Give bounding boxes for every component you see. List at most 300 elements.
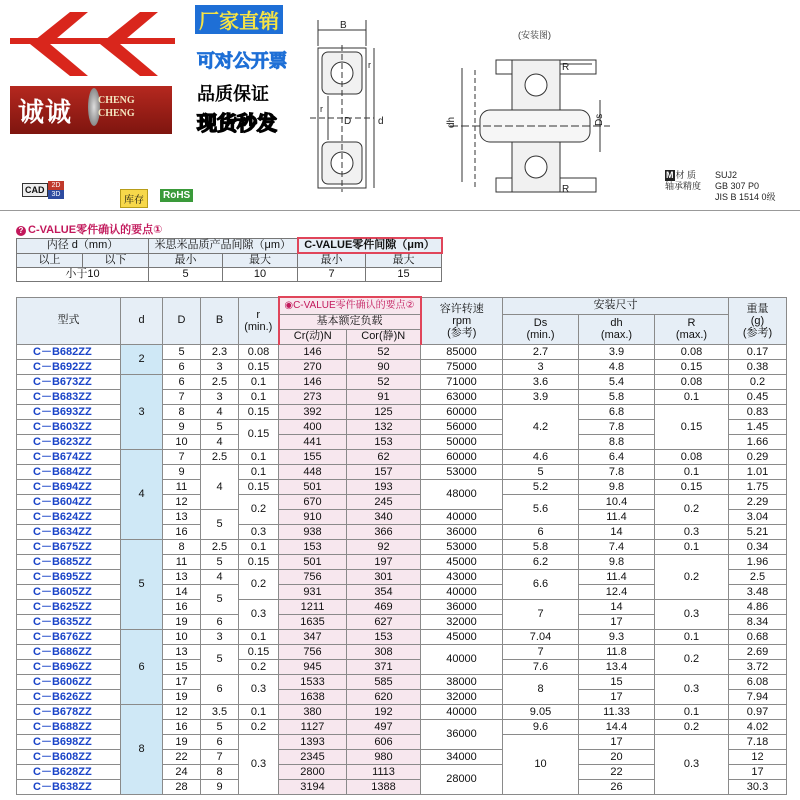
cell-d: 19 xyxy=(163,614,201,629)
cell-d: 11 xyxy=(163,479,201,494)
cell-ds: 4.2 xyxy=(503,404,579,449)
cell-b: 5 xyxy=(201,509,239,539)
cell-cr: 1393 xyxy=(279,734,347,749)
cell-w: 3.72 xyxy=(729,659,787,674)
cell-d: 16 xyxy=(163,719,201,734)
cell-r: 0.3 xyxy=(655,674,729,704)
cell-cor: 371 xyxy=(347,659,421,674)
cell-d: 19 xyxy=(163,689,201,704)
model-link[interactable]: C－B676ZZ xyxy=(17,629,121,644)
cell-rpm: 38000 xyxy=(421,674,503,689)
cell-w: 12 xyxy=(729,749,787,764)
cell-d: 5 xyxy=(121,539,163,629)
cell-cor: 62 xyxy=(347,449,421,464)
cell-r: 0.1 xyxy=(239,704,279,719)
cell-dh: 13.4 xyxy=(579,659,655,674)
cell-b: 6 xyxy=(201,674,239,704)
cell-b: 2.3 xyxy=(201,344,239,359)
cell-d: 9 xyxy=(163,464,201,479)
cell-cr: 1127 xyxy=(279,719,347,734)
model-link[interactable]: C－B684ZZ xyxy=(17,464,121,479)
cell-d: 17 xyxy=(163,674,201,689)
model-link[interactable]: C－B678ZZ xyxy=(17,704,121,719)
cell-r: 0.2 xyxy=(655,494,729,524)
cell-cr: 400 xyxy=(279,419,347,434)
cell-dh: 17 xyxy=(579,614,655,629)
cell-d: 5 xyxy=(163,344,201,359)
model-link[interactable]: C－B694ZZ xyxy=(17,479,121,494)
cell-rpm: 32000 xyxy=(421,614,503,629)
cell-rpm: 71000 xyxy=(421,374,503,389)
cell-cr: 153 xyxy=(279,539,347,554)
promo-invoice: 可对公开票 xyxy=(197,51,287,71)
cell-b: 2.5 xyxy=(201,539,239,554)
cell-w: 0.29 xyxy=(729,449,787,464)
cell-rpm: 40000 xyxy=(421,644,503,674)
cell-w: 1.66 xyxy=(729,434,787,449)
clearance-table: 内径 d（mm） 米思米品质产品间隙（μm） C-VALUE零件间隙（μm） 以上 以下 最小 最大 最小 最大 小于10 5 10 7 15 xyxy=(16,237,443,282)
cell-r: 0.2 xyxy=(239,719,279,734)
cell-r: 0.15 xyxy=(239,404,279,419)
cell-w: 4.86 xyxy=(729,599,787,614)
cell-w: 0.83 xyxy=(729,404,787,419)
cell-rpm: 34000 xyxy=(421,749,503,764)
cell-cor: 52 xyxy=(347,374,421,389)
cell-cor: 497 xyxy=(347,719,421,734)
cell-r: 0.15 xyxy=(655,359,729,374)
model-link[interactable]: C－B682ZZ xyxy=(17,344,121,359)
cell-dh: 5.4 xyxy=(579,374,655,389)
cvalue-mark-icon: ◉ xyxy=(284,300,294,312)
cell-d: 14 xyxy=(163,584,201,599)
cell-d: 2 xyxy=(121,344,163,374)
cell-d: 13 xyxy=(163,569,201,584)
cell-dh: 6.8 xyxy=(579,404,655,419)
cell-b: 5 xyxy=(201,419,239,434)
cell-b: 7 xyxy=(201,749,239,764)
cell-dh: 12.4 xyxy=(579,584,655,599)
cell-rpm: 56000 xyxy=(421,419,503,434)
cell-cor: 52 xyxy=(347,344,421,359)
brand-panel xyxy=(0,0,192,210)
cell-rpm: 36000 xyxy=(421,599,503,614)
cell-r: 0.2 xyxy=(655,719,729,734)
cell-d: 11 xyxy=(163,554,201,569)
cell-b: 2.5 xyxy=(201,449,239,464)
cell-rpm: 53000 xyxy=(421,464,503,479)
bearing-spec-table: 型式 d D B r (min.) ◉C-VALUE零件确认的要点② 容许转速 rpm (参考) 安装尺寸 重量 (g) (参考) 基本额定负载 Ds (min.) dh (max.) R (max.) Cr(动)N Cor(静)N C－B682ZZ 2 5 2.3 0.08 146 52 85000 2.7 3.9 0.08 0.17 C－B692ZZ 6 3 0.15 270 90 75000 3 4.8 0.15 0.38 C－B673ZZ 3 6 2.5 0.1 146 52 71000 3.6 5.4 0.08 0.2 C－B683ZZ 7 3 0.1 273 91 63000 3.9 5.8 0.1 0.45 C－B693ZZ 8 4 0.15 392 125 60000 4.2 6.8 0.15 0.83 C－B603ZZ 9 5 0.15 400 132 56000 7.8 1.45 C－B623ZZ 10 4 441 153 50000 8.8 1.66 C－B674ZZ 4 7 2.5 0.1 155 62 60000 4.6 6.4 0.08 0.29 C－B684ZZ 9 4 0.1 448 157 53000 5 7.8 0.1 1.01 C－B694ZZ 11 0.15 501 193 48000 5.2 9.8 0.15 1.75 C－B604ZZ 12 0.2 670 245 5.6 10.4 0.2 2.29 C－B624ZZ 13 5 910 340 40000 11.4 3.04 C－B634ZZ 16 0.3 938 366 36000 6 14 0.3 5.21 C－B675ZZ 5 8 2.5 0.1 153 92 53000 5.8 7.4 0.1 0.34 C－B685ZZ 11 5 0.15 501 197 45000 6.2 9.8 0.2 1.96 C－B695ZZ 13 4 0.2 756 301 43000 6.6 11.4 2.5 C－B605ZZ 14 5 931 354 40000 12.4 3.48 C－B625ZZ 16 0.3 1211 469 36000 7 14 0.3 4.86 C－B635ZZ 19 6 1635 627 32000 17 8.34 C－B676ZZ 6 10 3 0.1 347 153 45000 7.04 9.3 0.1 0.68 C－B686ZZ 13 5 0.15 756 308 40000 7 11.8 0.2 2.69 C－B696ZZ 15 0.2 945 371 7.6 13.4 3.72 C－B606ZZ 17 6 0.3 1533 585 38000 8 15 0.3 6.08 C－B626ZZ 19 1638 620 32000 17 7.94 C－B678ZZ 8 12 3.5 0.1 380 192 40000 9.05 11.33 0.1 0.97 C－B688ZZ 16 5 0.2 1127 497 36000 9.6 14.4 0.2 4.02 C－B698ZZ 19 6 0.3 1393 606 10 17 0.3 7.18 C－B608ZZ 22 7 2345 980 34000 20 12 C－B628ZZ 24 8 2800 1113 28000 22 17 C－B638ZZ 28 9 3194 1388 26 30.3 xyxy=(16,296,787,795)
cell-r: 0.08 xyxy=(655,374,729,389)
cell-cr: 146 xyxy=(279,374,347,389)
cell-ds: 7.04 xyxy=(503,629,579,644)
model-link[interactable]: C－B675ZZ xyxy=(17,539,121,554)
cell-ds: 8 xyxy=(503,674,579,704)
cell-r: 0.3 xyxy=(655,599,729,629)
cell-rpm: 36000 xyxy=(421,524,503,539)
cell-d: 15 xyxy=(163,659,201,674)
model-link[interactable]: C－B695ZZ xyxy=(17,569,121,584)
cell-dh: 14.4 xyxy=(579,719,655,734)
brand-name: 诚诚 xyxy=(18,98,73,128)
cell-cor: 627 xyxy=(347,614,421,629)
cell-d: 13 xyxy=(163,509,201,524)
cell-r: 0.1 xyxy=(655,704,729,719)
model-link[interactable]: C－B683ZZ xyxy=(17,389,121,404)
cell-cor: 193 xyxy=(347,479,421,494)
cell-r: 0.15 xyxy=(239,419,279,449)
cell-dh: 8.8 xyxy=(579,434,655,449)
cell-b: 6 xyxy=(201,614,239,629)
cell-cr: 2800 xyxy=(279,764,347,779)
cell-w: 0.2 xyxy=(729,374,787,389)
cell-ds: 5.8 xyxy=(503,539,579,554)
cell-r: 0.3 xyxy=(239,599,279,629)
cell-ds: 7 xyxy=(503,599,579,629)
cell-r: 0.1 xyxy=(655,539,729,554)
cell-rpm: 63000 xyxy=(421,389,503,404)
cell-ds: 3.9 xyxy=(503,389,579,404)
cell-d: 19 xyxy=(163,734,201,749)
model-link[interactable]: C－B698ZZ xyxy=(17,734,121,749)
cell-dh: 17 xyxy=(579,689,655,704)
cell-d: 6 xyxy=(163,374,201,389)
cell-d: 16 xyxy=(163,599,201,614)
cell-d: 7 xyxy=(163,449,201,464)
cell-dh: 11.4 xyxy=(579,569,655,584)
cell-d: 9 xyxy=(163,419,201,434)
cell-w: 17 xyxy=(729,764,787,779)
cell-b: 3 xyxy=(201,389,239,404)
cell-ds: 5.6 xyxy=(503,494,579,524)
cell-cor: 585 xyxy=(347,674,421,689)
cell-dh: 15 xyxy=(579,674,655,689)
cad-badge[interactable]: CAD xyxy=(22,183,48,197)
cell-r: 0.3 xyxy=(655,734,729,794)
label-B: B xyxy=(340,20,347,31)
cell-ds: 6 xyxy=(503,524,579,539)
note-title: ? C-VALUE零件确认的要点① xyxy=(16,221,162,237)
model-link[interactable]: C－B692ZZ xyxy=(17,359,121,374)
model-link[interactable]: C－B608ZZ xyxy=(17,749,121,764)
cell-dh: 11.4 xyxy=(579,509,655,524)
cell-d: 3 xyxy=(121,374,163,449)
model-link[interactable]: C－B696ZZ xyxy=(17,659,121,674)
cell-w: 6.08 xyxy=(729,674,787,689)
model-link[interactable]: C－B634ZZ xyxy=(17,524,121,539)
cell-cr: 670 xyxy=(279,494,347,509)
promo-factory-direct: 厂家直销 xyxy=(195,5,283,34)
cell-r: 0.1 xyxy=(239,629,279,644)
cell-cr: 1635 xyxy=(279,614,347,629)
cell-ds: 5 xyxy=(503,464,579,479)
svg-text:dh: dh xyxy=(446,116,457,128)
cell-r: 0.2 xyxy=(239,569,279,599)
cvalue-mark-icon: ? xyxy=(16,226,26,236)
cell-cor: 354 xyxy=(347,584,421,599)
cell-cor: 245 xyxy=(347,494,421,509)
cell-dh: 7.8 xyxy=(579,419,655,434)
cell-cor: 90 xyxy=(347,359,421,374)
cell-dh: 6.4 xyxy=(579,449,655,464)
model-link[interactable]: C－B624ZZ xyxy=(17,509,121,524)
cell-dh: 7.4 xyxy=(579,539,655,554)
cell-ds: 2.7 xyxy=(503,344,579,359)
cell-dh: 5.8 xyxy=(579,389,655,404)
model-link[interactable]: C－B638ZZ xyxy=(17,779,121,794)
cell-b: 4 xyxy=(201,404,239,419)
svg-text:d: d xyxy=(378,116,384,127)
cell-w: 7.94 xyxy=(729,689,787,704)
cell-rpm: 36000 xyxy=(421,719,503,749)
brand-name-en: CHENG CHENG xyxy=(98,95,135,119)
cell-d: 8 xyxy=(163,539,201,554)
cell-cor: 469 xyxy=(347,599,421,614)
cell-w: 2.69 xyxy=(729,644,787,659)
cell-b: 6 xyxy=(201,734,239,749)
cell-b: 4 xyxy=(201,464,239,509)
model-link[interactable]: C－B674ZZ xyxy=(17,449,121,464)
cell-cor: 301 xyxy=(347,569,421,584)
cell-ds: 6.2 xyxy=(503,554,579,569)
cell-d: 8 xyxy=(163,404,201,419)
cell-cor: 606 xyxy=(347,734,421,749)
cell-r: 0.2 xyxy=(239,494,279,524)
cell-cr: 945 xyxy=(279,659,347,674)
cell-cr: 347 xyxy=(279,629,347,644)
cell-d: 12 xyxy=(163,494,201,509)
svg-text:r: r xyxy=(320,104,323,114)
cell-b: 3.5 xyxy=(201,704,239,719)
cell-b: 5 xyxy=(201,554,239,569)
cell-ds: 7.6 xyxy=(503,659,579,674)
cell-dh: 9.8 xyxy=(579,479,655,494)
cell-dh: 17 xyxy=(579,734,655,749)
cell-rpm: 28000 xyxy=(421,764,503,794)
cell-w: 30.3 xyxy=(729,779,787,794)
cell-w: 2.5 xyxy=(729,569,787,584)
table-row xyxy=(17,704,787,719)
cell-rpm: 48000 xyxy=(421,479,503,509)
cell-b: 4 xyxy=(201,569,239,584)
cell-rpm: 60000 xyxy=(421,404,503,419)
cell-d: 12 xyxy=(163,704,201,719)
cell-cr: 938 xyxy=(279,524,347,539)
cell-cor: 197 xyxy=(347,554,421,569)
cell-d: 28 xyxy=(163,779,201,794)
cell-r: 0.08 xyxy=(239,344,279,359)
cell-ds: 3 xyxy=(503,359,579,374)
cell-rpm: 60000 xyxy=(421,449,503,464)
cell-ds: 5.2 xyxy=(503,479,579,494)
cell-b: 2.5 xyxy=(201,374,239,389)
cell-cr: 146 xyxy=(279,344,347,359)
cell-rpm: 85000 xyxy=(421,344,503,359)
cell-dh: 11.8 xyxy=(579,644,655,659)
cell-cr: 441 xyxy=(279,434,347,449)
cell-rpm: 40000 xyxy=(421,704,503,719)
cell-w: 2.29 xyxy=(729,494,787,509)
cell-r: 0.08 xyxy=(655,449,729,464)
install-title: (安装图) xyxy=(518,30,551,40)
brand-logo-icon xyxy=(10,8,175,80)
table-row xyxy=(17,539,787,554)
cell-dh: 26 xyxy=(579,779,655,794)
cell-w: 8.34 xyxy=(729,614,787,629)
cell-r: 0.08 xyxy=(655,344,729,359)
svg-text:R: R xyxy=(562,184,570,195)
cell-dh: 20 xyxy=(579,749,655,764)
cell-cor: 153 xyxy=(347,434,421,449)
cell-d: 6 xyxy=(163,359,201,374)
cell-cr: 1638 xyxy=(279,689,347,704)
cell-ds: 4.6 xyxy=(503,449,579,464)
cell-r: 0.15 xyxy=(655,479,729,494)
cell-ds: 10 xyxy=(503,734,579,794)
model-link[interactable]: C－B673ZZ xyxy=(17,374,121,389)
cell-cor: 980 xyxy=(347,749,421,764)
cell-cor: 125 xyxy=(347,404,421,419)
cell-w: 3.48 xyxy=(729,584,787,599)
cell-cor: 308 xyxy=(347,644,421,659)
cad-format-badge[interactable]: 2D 3D xyxy=(48,181,64,199)
cell-r: 0.3 xyxy=(239,674,279,704)
table-row xyxy=(17,629,787,644)
model-link[interactable]: C－B603ZZ xyxy=(17,419,121,434)
cell-ds: 3.6 xyxy=(503,374,579,389)
cell-ds: 7 xyxy=(503,644,579,659)
cell-w: 1.96 xyxy=(729,554,787,569)
cell-d: 16 xyxy=(163,524,201,539)
model-link[interactable]: C－B625ZZ xyxy=(17,599,121,614)
cell-dh: 11.33 xyxy=(579,704,655,719)
cell-r: 0.1 xyxy=(239,449,279,464)
cell-cor: 192 xyxy=(347,704,421,719)
table-row xyxy=(17,374,787,389)
model-link[interactable]: C－B623ZZ xyxy=(17,434,121,449)
cell-r: 0.1 xyxy=(239,389,279,404)
model-link[interactable]: C－B693ZZ xyxy=(17,404,121,419)
cell-b: 3 xyxy=(201,629,239,644)
cell-r: 0.1 xyxy=(239,539,279,554)
cell-r: 0.15 xyxy=(239,359,279,374)
model-link[interactable]: C－B606ZZ xyxy=(17,674,121,689)
cell-cr: 448 xyxy=(279,464,347,479)
cell-cor: 92 xyxy=(347,539,421,554)
cell-r: 0.1 xyxy=(239,464,279,479)
cell-r: 0.15 xyxy=(655,404,729,449)
model-link[interactable]: C－B686ZZ xyxy=(17,644,121,659)
cell-dh: 4.8 xyxy=(579,359,655,374)
stock-badge: 库存 xyxy=(120,189,148,208)
cell-r: 0.1 xyxy=(655,464,729,479)
cell-rpm: 40000 xyxy=(421,584,503,599)
cell-dh: 7.8 xyxy=(579,464,655,479)
cell-r: 0.3 xyxy=(239,734,279,794)
model-link[interactable]: C－B688ZZ xyxy=(17,719,121,734)
cell-cor: 1388 xyxy=(347,779,421,794)
cell-cr: 273 xyxy=(279,389,347,404)
cell-cor: 153 xyxy=(347,629,421,644)
cell-rpm: 45000 xyxy=(421,554,503,569)
cell-rpm: 75000 xyxy=(421,359,503,374)
cell-w: 4.02 xyxy=(729,719,787,734)
cell-b: 5 xyxy=(201,719,239,734)
cell-w: 5.21 xyxy=(729,524,787,539)
cell-r: 0.3 xyxy=(239,524,279,539)
svg-text:D: D xyxy=(344,116,352,127)
promo-quality: 品质保证 xyxy=(197,84,269,104)
cell-dh: 14 xyxy=(579,524,655,539)
cell-rpm: 50000 xyxy=(421,434,503,449)
cell-r: 0.2 xyxy=(655,554,729,599)
cell-d: 10 xyxy=(163,434,201,449)
cell-w: 3.04 xyxy=(729,509,787,524)
cell-cor: 366 xyxy=(347,524,421,539)
model-link[interactable]: C－B626ZZ xyxy=(17,689,121,704)
cell-cr: 1533 xyxy=(279,674,347,689)
cell-cr: 155 xyxy=(279,449,347,464)
cell-dh: 9.3 xyxy=(579,629,655,644)
cell-cr: 931 xyxy=(279,584,347,599)
cell-d: 24 xyxy=(163,764,201,779)
svg-text:Ds: Ds xyxy=(594,113,605,126)
cell-r: 0.2 xyxy=(655,644,729,674)
cell-b: 5 xyxy=(201,644,239,674)
cell-cr: 501 xyxy=(279,554,347,569)
cell-rpm: 40000 xyxy=(421,509,503,524)
cell-cr: 756 xyxy=(279,644,347,659)
cell-dh: 14 xyxy=(579,599,655,614)
cell-ds: 9.05 xyxy=(503,704,579,719)
cell-d: 22 xyxy=(163,749,201,764)
cell-dh: 9.8 xyxy=(579,554,655,569)
cell-cr: 501 xyxy=(279,479,347,494)
model-link[interactable]: C－B635ZZ xyxy=(17,614,121,629)
cell-cr: 270 xyxy=(279,359,347,374)
model-link[interactable]: C－B605ZZ xyxy=(17,584,121,599)
model-link[interactable]: C－B628ZZ xyxy=(17,764,121,779)
cell-b: 8 xyxy=(201,764,239,779)
cell-cor: 91 xyxy=(347,389,421,404)
cell-rpm: 53000 xyxy=(421,539,503,554)
cell-w: 7.18 xyxy=(729,734,787,749)
cell-w: 0.97 xyxy=(729,704,787,719)
cell-cr: 2345 xyxy=(279,749,347,764)
cell-cr: 1211 xyxy=(279,599,347,614)
cell-cr: 756 xyxy=(279,569,347,584)
svg-text:R: R xyxy=(562,62,570,73)
cell-r: 0.2 xyxy=(239,659,279,674)
cell-w: 0.34 xyxy=(729,539,787,554)
cell-cr: 380 xyxy=(279,704,347,719)
cell-r: 0.15 xyxy=(239,554,279,569)
cell-r: 0.1 xyxy=(655,389,729,404)
cell-cor: 1113 xyxy=(347,764,421,779)
cell-w: 1.75 xyxy=(729,479,787,494)
cell-w: 0.68 xyxy=(729,629,787,644)
cell-rpm: 45000 xyxy=(421,629,503,644)
model-link[interactable]: C－B685ZZ xyxy=(17,554,121,569)
cell-r: 0.15 xyxy=(239,644,279,659)
model-link[interactable]: C－B604ZZ xyxy=(17,494,121,509)
cell-b: 9 xyxy=(201,779,239,794)
cell-dh: 3.9 xyxy=(579,344,655,359)
spec-block: M 材 质 SUJ2 轴承精度 GB 307 P0 JIS B 1514 0级 xyxy=(665,170,776,202)
cell-w: 0.38 xyxy=(729,359,787,374)
cell-d: 6 xyxy=(121,629,163,704)
cell-cor: 340 xyxy=(347,509,421,524)
cell-b: 4 xyxy=(201,434,239,449)
